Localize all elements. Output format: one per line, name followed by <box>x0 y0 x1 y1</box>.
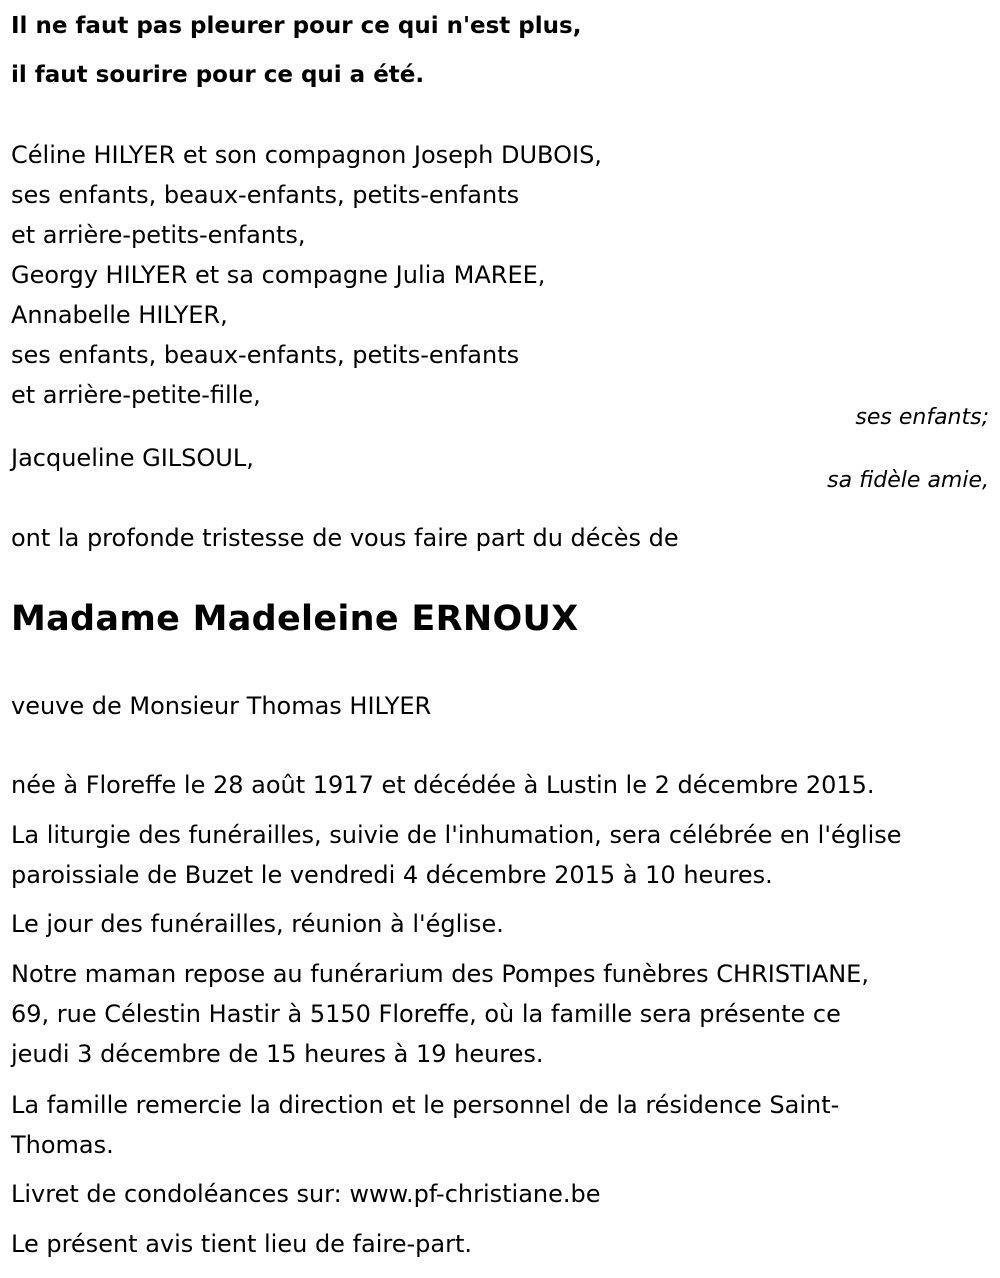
family-line: Céline HILYER et son compagnon Joseph DUBOIS, <box>11 141 602 169</box>
thanks-line: La famille remercie la direction et le personnel de la résidence Saint- <box>11 1091 840 1119</box>
family-line: ses enfants, beaux-enfants, petits-enfants <box>11 181 520 209</box>
family-line: et arrière-petits-enfants, <box>11 221 306 249</box>
family-line: ses enfants, beaux-enfants, petits-enfants <box>11 341 520 369</box>
liturgy-paragraph <box>11 815 902 895</box>
birth-death: née à Floreffe le 28 août 1917 et décédée à Lustin le 2 décembre 2015. <box>11 771 875 799</box>
widow-of: veuve de Monsieur Thomas HILYER <box>11 692 432 720</box>
funerarium-line: Notre maman repose au funérarium des Pompes funèbres CHRISTIANE, <box>11 960 869 988</box>
family-line: Annabelle HILYER, <box>11 301 228 329</box>
funerarium-line: 69, rue Célestin Hastir à 5150 Floreffe, où la famille sera présente ce <box>11 1000 841 1028</box>
children-label: ses enfants; <box>855 405 989 430</box>
deceased-name: Madame Madeleine ERNOUX <box>11 599 579 639</box>
friend-label: sa fidèle amie, <box>827 468 989 493</box>
quote-line-2: il faut sourire pour ce qui a été. <box>11 62 425 88</box>
condolences-link: Livret de condoléances sur: www.pf-christiane.be <box>11 1180 601 1208</box>
family-line: et arrière-petite-fille, <box>11 381 261 409</box>
funerarium-line: jeudi 3 décembre de 15 heures à 19 heures. <box>11 1040 544 1068</box>
friend-name: Jacqueline GILSOUL, <box>11 444 254 472</box>
family-line: Georgy HILYER et sa compagne Julia MAREE, <box>11 261 546 289</box>
thanks-paragraph <box>11 1085 839 1165</box>
notice: Le présent avis tient lieu de faire-part. <box>11 1230 473 1258</box>
family-list <box>11 135 602 415</box>
gathering: Le jour des funérailles, réunion à l'église. <box>11 910 504 938</box>
thanks-line: Thomas. <box>11 1131 114 1159</box>
announcement: ont la profonde tristesse de vous faire part du décès de <box>11 524 679 552</box>
funerarium-paragraph <box>11 954 869 1074</box>
liturgy-line: paroissiale de Buzet le vendredi 4 décembre 2015 à 10 heures. <box>11 861 773 889</box>
quote-line-1: Il ne faut pas pleurer pour ce qui n'est plus, <box>11 13 582 39</box>
liturgy-line: La liturgie des funérailles, suivie de l'inhumation, sera célébrée en l'église <box>11 821 902 849</box>
